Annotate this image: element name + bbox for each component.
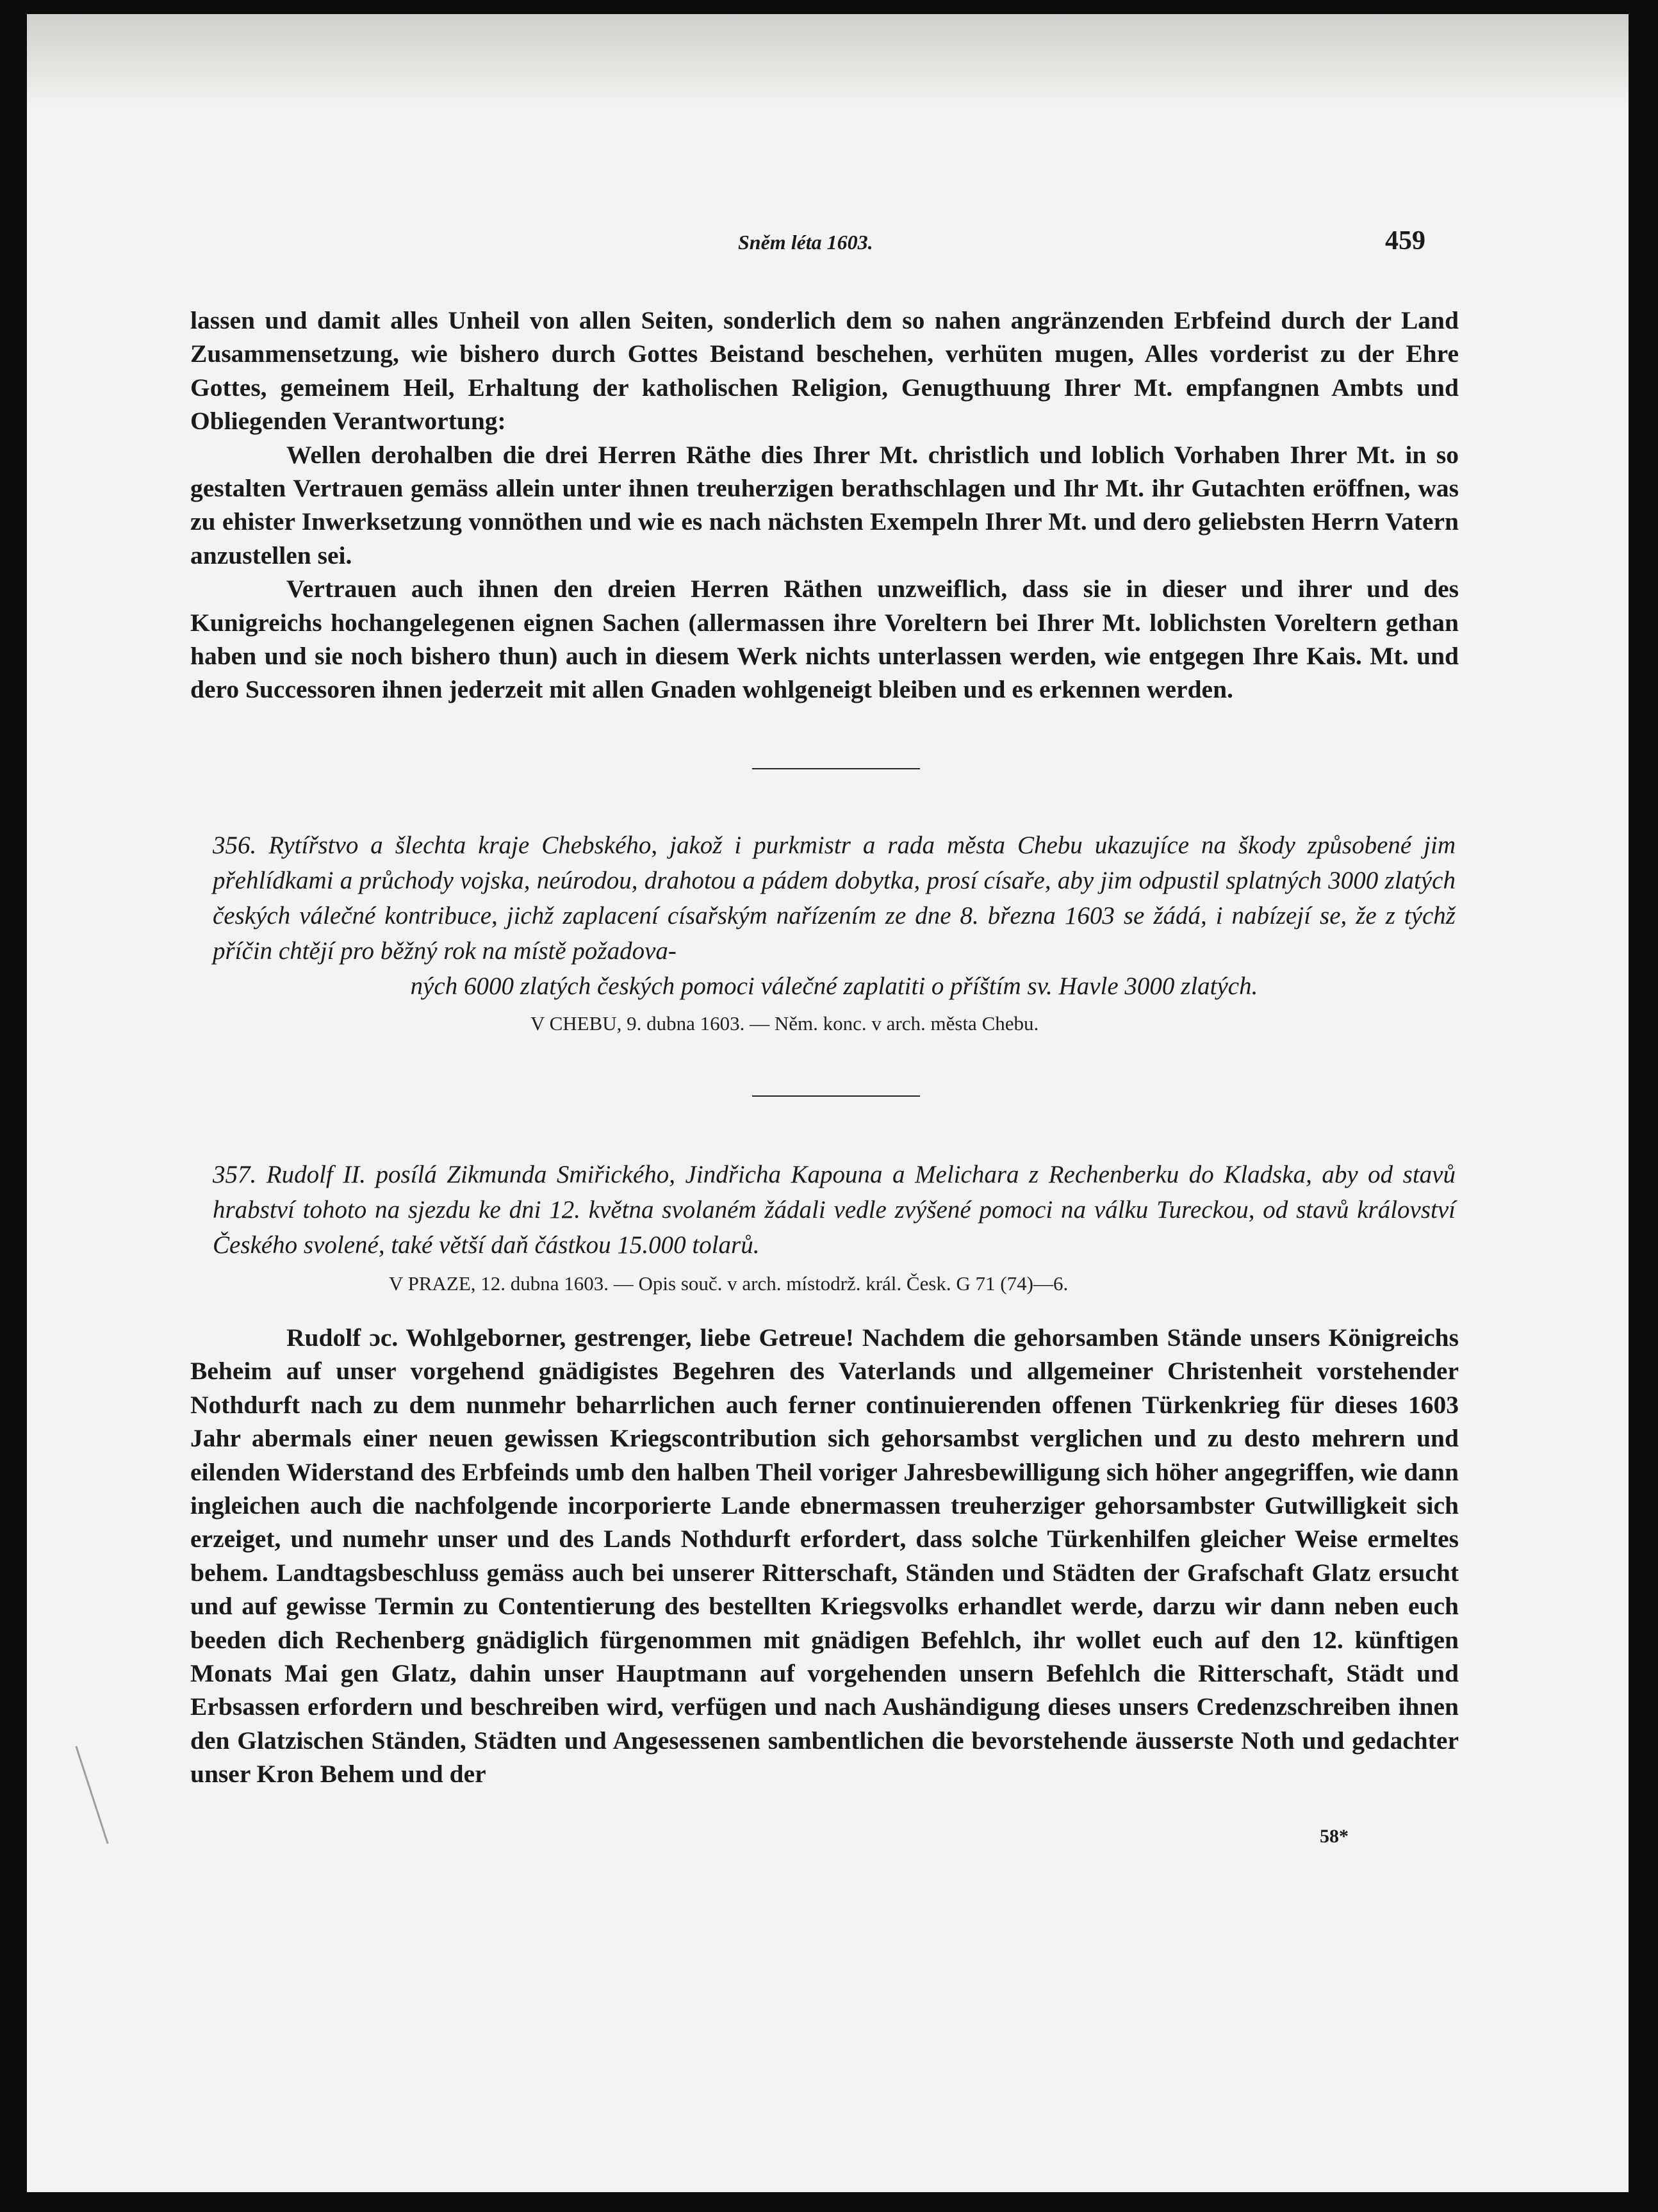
regest-text: Rytířstvo a šlechta kraje Chebského, jakož i purkmistr a rada města Chebu ukazujíce na škody způsobené jim přehlídkami a průchody vojska, neúrodou, drahotou a pádem dobytka, prosí císaře, aby jim odpustil splatných 3000 zlatých českých válečné kontribuce, jichž zaplacení císařským nařízením ze dne 8. března 1603 se žádá, i nabízejí se, že z týchž příčin chtějí pro běžný rok na místě požadova- — [213, 832, 1456, 965]
entry-number: 356. — [213, 832, 257, 859]
entry-357-source: V PRAZE, 12. dubna 1603. — Opis souč. v arch. místodrž. král. Česk. G 71 (74)—6. — [389, 1272, 1069, 1295]
regest-text: Rudolf II. posílá Zikmunda Smiřického, Jindřicha Kapouna a Melichara z Rechenberku do Kladska, aby od stavů hrabství tohoto na sjezdu ke dni 12. května svolaném žádali vedle zvýšené pomoci na válku Tureckou, od stavů království Českého svolené, také větší daň částkou 15.000 tolarů. — [213, 1161, 1456, 1259]
entry-356-source: V CHEBU, 9. dubna 1603. — Něm. konc. v arch. města Chebu. — [530, 1012, 1039, 1035]
paragraph: Rudolf ɔc. Wohlgeborner, gestrenger, liebe Getreue! Nachdem die gehorsamben Stände unsers Königreichs Beheim auf unser vorgehend gnädigistes Begehren des Vaterlands und allgemeiner Christenheit vorstehender Nothdurft nach zu dem nunmehr beharrlichen auch ferner continuierenden offenen Türkenkrieg für dieses 1603 Jahr abermals einer neuen gewissen Kriegscontribution sich gehorsambst verglichen und zu desto mehrern und eilenden Widerstand des Erbfeinds umb den halben Theil voriger Jahresbewilligung sich höher angegriffen, wie dann ingleichen auch die nachfolgende incorporierte Lande ebnermassen treuherziger gehorsambster Gutwilligkeit sich erzeiget, und numehr unser und des Lands Nothdurft erfordert, dass solche Türkenhilfen gleicher Weise ermeltes behem. Landtagsbeschluss gemäss auch bei unserer Ritterschaft, Ständen und Städten der Grafschaft Glatz ersucht und auf gewisse Termin zu Contentierung des bestellten Kriegsvolks erhandlet werde, darzu wir dann neben euch beeden dich Rechenberg gnädiglich fürgenommen mit gnädigen Befehlch, ihr wollet euch auf den 12. künftigen Monats Mai gen Glatz, dahin unser Hauptmann auf vorgehenden unsern Befehlch die Ritterschaft, Städt und Erbsassen erfordern und beschreiben wird, verfügen und nach Aushändigung dieses unsers Credenzschreiben ihnen den Glatzischen Ständen, Städten und Angesessenen sambentlichen die bevorstehende äusserste Noth und gedachter unser Kron Behem und der — [190, 1323, 1459, 1789]
continued-document-text — [190, 304, 1459, 707]
page-number: 459 — [1385, 226, 1425, 256]
letter-text — [190, 1321, 1459, 1791]
entry-356-regest — [213, 828, 1456, 1004]
book-page — [27, 14, 1629, 2192]
scan-scratch — [75, 1746, 108, 1844]
paragraph: Vertrauen auch ihnen den dreien Herren Räthen unzweiflich, dass sie in dieser und ihrer und des Kunigreichs hochangelegenen eignen Sachen (allermassen ihre Voreltern bei Ihrer Mt. loblichsten Voreltern gethan haben und sie noch bishero thun) auch in diesem Werk nichts unterlassen werden, wie entgegen Ihre Kais. Mt. und dero Successoren ihnen jederzeit mit allen Gnaden wohlgeneigt bleiben und es erkennen werden. — [190, 575, 1459, 704]
section-divider — [752, 1095, 920, 1097]
entry-357-regest — [213, 1157, 1456, 1263]
signature-mark: 58* — [1320, 1826, 1349, 1847]
section-divider — [752, 768, 920, 769]
paragraph: lassen und damit alles Unheil von allen Seiten, sonderlich dem so nahen angränzenden Erbfeind durch der Land Zusammensetzung, wie bishero durch Gottes Beistand beschehen, verhüten mugen, Alles vorderist zu der Ehre Gottes, gemeinem Heil, Erhaltung der katholischen Religion, Genugthuung Ihrer Mt. empfangnen Ambts und Obliegenden Verantwortung: — [190, 306, 1459, 436]
paragraph: Wellen derohalben die drei Herren Räthe dies Ihrer Mt. christlich und loblich Vorhaben Ihrer Mt. in so gestalten Vertrauen gemäss allein unter ihnen treuherzigen berathschlagen und Ihr Mt. ihr Gutachten eröffnen, was zu ehister Inwerksetzung vonnöthen und wie es nach nächsten Exempeln Ihrer Mt. und dero geliebsten Herrn Vatern anzustellen sei. — [190, 440, 1459, 569]
regest-last-line: ných 6000 zlatých českých pomoci válečné zaplatiti o příštím sv. Havle 3000 zlatých. — [410, 972, 1258, 1000]
entry-number: 357. — [213, 1161, 257, 1188]
running-header-title: Sněm léta 1603. — [738, 231, 873, 254]
